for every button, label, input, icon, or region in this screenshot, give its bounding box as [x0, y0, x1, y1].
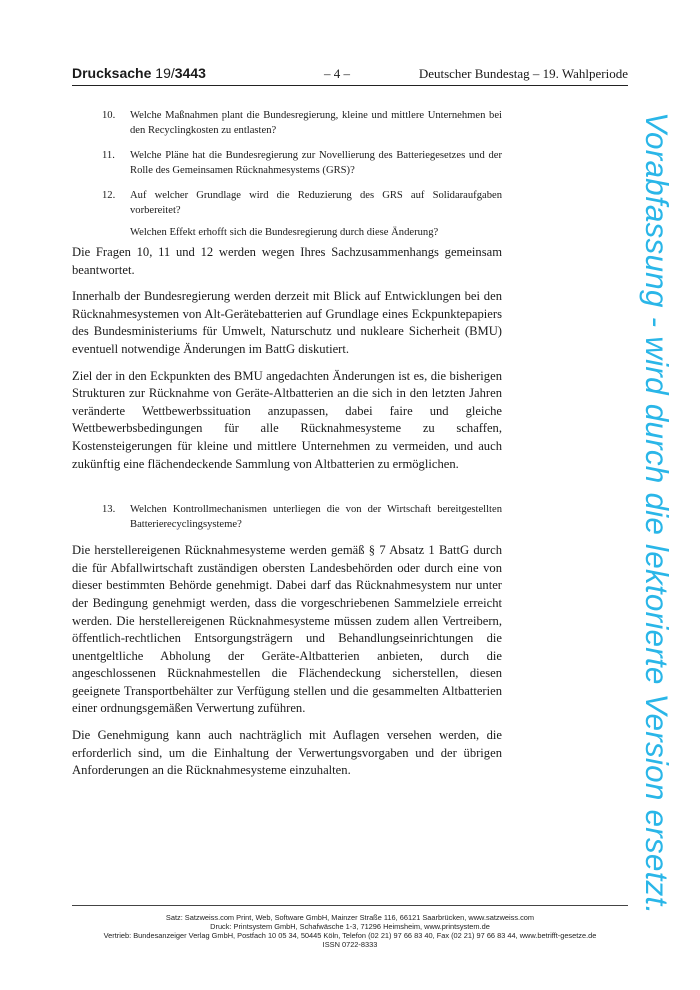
question-number: 12. [102, 190, 116, 201]
question-number: 10. [102, 110, 116, 121]
footer-line-issn: ISSN 0722-8333 [322, 940, 378, 950]
answer-paragraph: Die Fragen 10, 11 und 12 werden wegen Ihres Sachzusammenhangs gemeinsam beantwortet. [72, 245, 502, 277]
page-footer [72, 913, 628, 949]
question-13 [72, 502, 502, 532]
question-11 [72, 148, 502, 178]
footer-rule [72, 905, 628, 906]
question-text: Welche Maßnahmen plant die Bundesregierung, kleine und mittlere Unternehmen bei den Recyclingkosten zu entlasten? [130, 110, 502, 136]
document-number [72, 65, 206, 81]
question-12 [72, 188, 502, 218]
question-text: Welchen Kontrollmechanismen unterliegen die von der Wirtschaft bereitgestellten Batterierecyclingsysteme? [130, 504, 502, 531]
question-text: Auf welcher Grundlage wird die Reduzierung des GRS auf Solidaraufgaben vorbereitet? [130, 190, 502, 216]
spacer [72, 482, 502, 502]
parliament-period: Deutscher Bundestag – 19. Wahlperiode [418, 66, 628, 81]
answer-paragraph: Ziel der in den Eckpunkten des BMU angedachten Änderungen ist es, die bisherigen Strukturen zur Rücknahme von Geräte-Altbatterien an die sich in den letzten Jahren veränderte Wettbewerbssituation anzupassen, dabei faire und gleiche Wettbewerbsbedingungen für alle Rücknahmesysteme zu schaffen, Kostensteigerungen für kleine und mittlere Unternehmen zu vermeiden, und auch zukünftig eine flächendeckende Sammlung von Altbatterien zu ermöglichen. [72, 368, 502, 471]
answer-paragraph: Die Genehmigung kann auch nachträglich mit Auflagen versehen werden, die erforderlich sind, um die Einhaltung der Verwertungsvorgaben und der übrigen Anforderungen an die Rücknahmesysteme einzuhalten. [72, 728, 502, 778]
answer-paragraph: Innerhalb der Bundesregierung werden derzeit mit Blick auf Entwicklungen bei den Rücknahmesystemen von Alt-Gerätebatterien auf Grundlage eines Eckpunktepapiers des Bundesministeriums für Umwelt, Naturschutz und nukleare Sicherheit (BMU) eventuell notwendige Änderungen im BattG diskutiert. [72, 289, 502, 356]
header-rule [72, 85, 628, 86]
question-10 [72, 108, 502, 138]
question-number: 13. [102, 504, 116, 516]
page-header [72, 65, 628, 83]
page-content [72, 108, 502, 789]
footer-line-printing: Druck: Printsystem GmbH, Schafwäsche 1-3, 71296 Heimsheim, www.printsystem.de [210, 922, 490, 932]
watermark [632, 112, 680, 915]
question-text: Welche Pläne hat die Bundesregierung zur Novellierung des Batteriegesetzes und der Rolle des Gemeinsamen Rücknahmesystems (GRS)? [130, 150, 502, 176]
footer-line-typesetting: Satz: Satzweiss.com Print, Web, Software GmbH, Mainzer Straße 116, 66121 Saarbrücken, www.satzweiss.com [165, 913, 535, 922]
footer-line-distribution: Vertrieb: Bundesanzeiger Verlag GmbH, Postfach 10 05 34, 50445 Köln, Telefon (02 21) 97 66 83 40, Fax (02 21) 97 66 83 44, www.betrifft-gesetze.de [103, 931, 597, 941]
watermark-text: Vorabfassung - wird durch die lektorierte Version ersetzt. [639, 112, 675, 915]
page-number: – 4 – [324, 66, 350, 81]
document-number-bold: 3443 [174, 65, 206, 81]
document-word: Drucksache [72, 65, 152, 81]
document-number-prefix: 19/ [155, 65, 175, 81]
answer-paragraph: Die herstellereigenen Rücknahmesysteme werden gemäß § 7 Absatz 1 BattG durch die für Abfallwirtschaft zuständigen obersten Landesbehörden oder durch eine von dieser bestimmten Behörde genehmigt. Dabei darf das Rücknahmesystem nur unter der Bedingung genehmigt werden, dass die vorgeschriebenen Sammelziele erreicht werden. Die herstellereigenen Rücknahmesysteme müssen zudem allen Vertreibern, öffentlich-rechtlichen Entsorgungsträgern und Behandlungseinrichtungen die unentgeltliche Abholung der Geräte-Altbatterien anbieten, durch die angeschlossenen Rücknahmestellen die Flächendeckung sicherstellen, diesen geeignete Transportbehälter zur Verfügung stellen und die gesammelten Altbatterien einer ordnungsgemäßen Verwertung zuführen. [72, 543, 502, 716]
question-number: 11. [102, 150, 115, 161]
question-12-followup: Welchen Effekt erhofft sich die Bundesregierung durch diese Änderung? [130, 227, 439, 238]
